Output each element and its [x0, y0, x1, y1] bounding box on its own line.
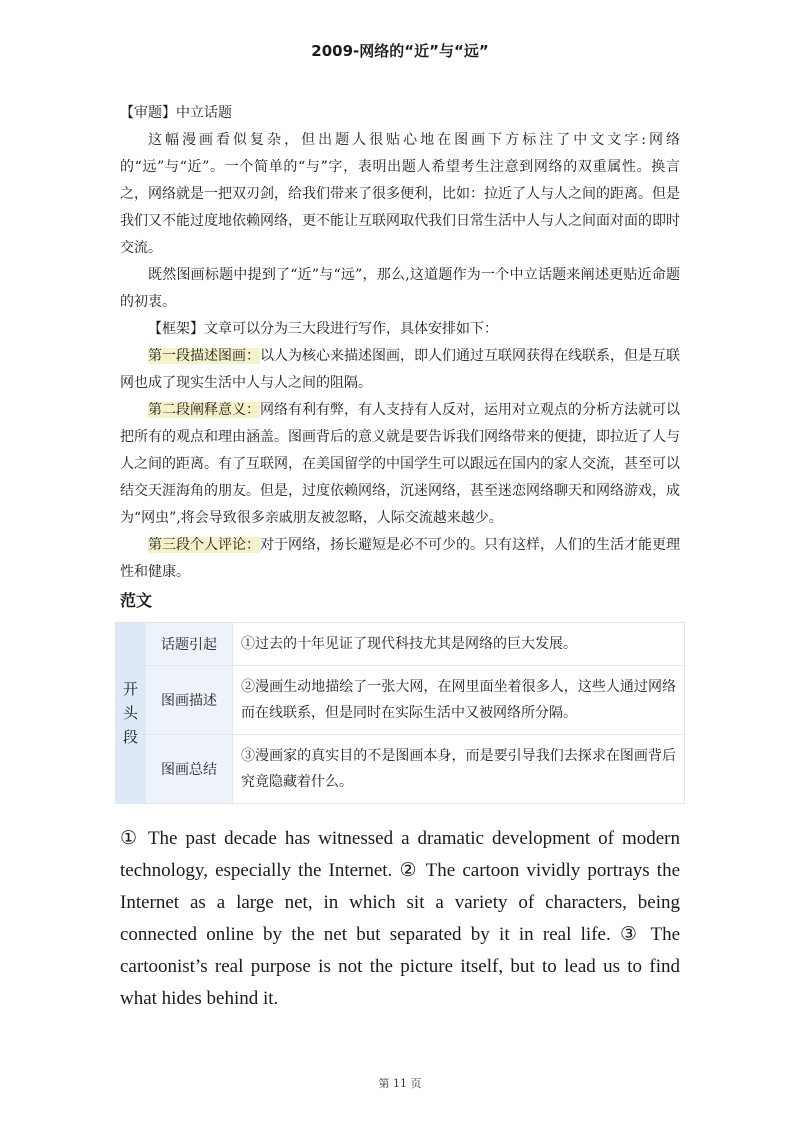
row-label: 话题引起 [146, 623, 233, 666]
table-row [116, 666, 685, 735]
row-content: ①过去的十年见证了现代科技尤其是网络的巨大发展。 [233, 623, 685, 666]
english-sample-paragraph: ① The past decade has witnessed a dramatic development of modern technology, especially the Internet. ② The cartoon vividly portrays the Internet as a large net, in which sit a variety of characters, being connected online by the net but separated by it in real life. ③ The cartoonist’s real purpose is not the picture itself, but to lead us to find what hides behind it. [120, 828, 680, 1009]
frame-tag: 【框架】文章可以分为三大段进行写作，具体安排如下： [148, 321, 498, 337]
row-label: 图画描述 [146, 666, 233, 735]
topic-paragraph-1: 这幅漫画看似复杂，但出题人很贴心地在图画下方标注了中文文字:网络的“远”与“近”。一个简单的“与”字，表明出题人希望考生注意到网络的双重属性。换言之，网络就是一把双刃剑，给我们带来了很多便利，比如：拉近了人与人之间的距离。但是我们又不能过度地依赖网络，更不能让互联网取代我们日常生活中人与人之间面对面的即时交流。 [120, 132, 680, 256]
group-label-char: 头 [122, 704, 138, 722]
row-content: ②漫画生动地描绘了一张大网，在网里面坐着很多人，这些人通过网络而在线联系，但是同时在实际生活中又被网络所分隔。 [233, 666, 685, 735]
group-label [116, 623, 146, 804]
row-content: ③漫画家的真实目的不是图画本身，而是要引导我们去探求在图画背后究竟隐藏着什么。 [233, 735, 685, 804]
segment-3-label: 第三段个人评论： [148, 537, 260, 553]
topic-paragraph-2: 既然图画标题中提到了“近”与“远”，那么,这道题作为一个中立话题来阐述更贴近命题的初衷。 [120, 267, 680, 310]
segment-1 [120, 343, 680, 397]
segment-2 [120, 397, 680, 532]
table-row [116, 623, 685, 666]
sample-heading: 范文 [120, 591, 153, 610]
segment-1-label: 第一段描述图画： [148, 348, 260, 364]
group-label-char: 段 [122, 728, 138, 746]
segment-3 [120, 532, 680, 586]
row-label: 图画总结 [146, 735, 233, 804]
topic-tag: 【审题】中立话题 [120, 105, 232, 121]
page-title: 2009-网络的“近”与“远” [311, 42, 489, 60]
group-label-char: 开 [122, 680, 138, 698]
segment-3-text: 对于网络，扬长避短是必不可少的。只有这样，人们的生活才能更理性和健康。 [120, 537, 680, 580]
analysis-section [120, 100, 680, 586]
segment-2-text: 网络有利有弊，有人支持有人反对，运用对立观点的分析方法就可以把所有的观点和理由涵盖。图画背后的意义就是要告诉我们网络带来的便捷，即拉近了人与人之间的距离。有了互联网，在美国留学的中国学生可以跟远在国内的家人交流，甚至可以结交天涯海角的朋友。但是，过度依赖网络，沉迷网络，甚至迷恋网络聊天和网络游戏，成为“网虫”,将会导致很多亲戚朋友被忽略，人际交流越来越少。 [120, 402, 680, 526]
segment-1-text: 以人为核心来描述图画，即人们通过互联网获得在线联系，但是互联网也成了现实生活中人与人之间的阻隔。 [120, 348, 680, 391]
table-row [116, 735, 685, 804]
page-number: 第 11 页 [378, 1077, 422, 1090]
segment-2-label: 第二段阐释意义： [148, 402, 260, 418]
framework-table [115, 622, 685, 804]
